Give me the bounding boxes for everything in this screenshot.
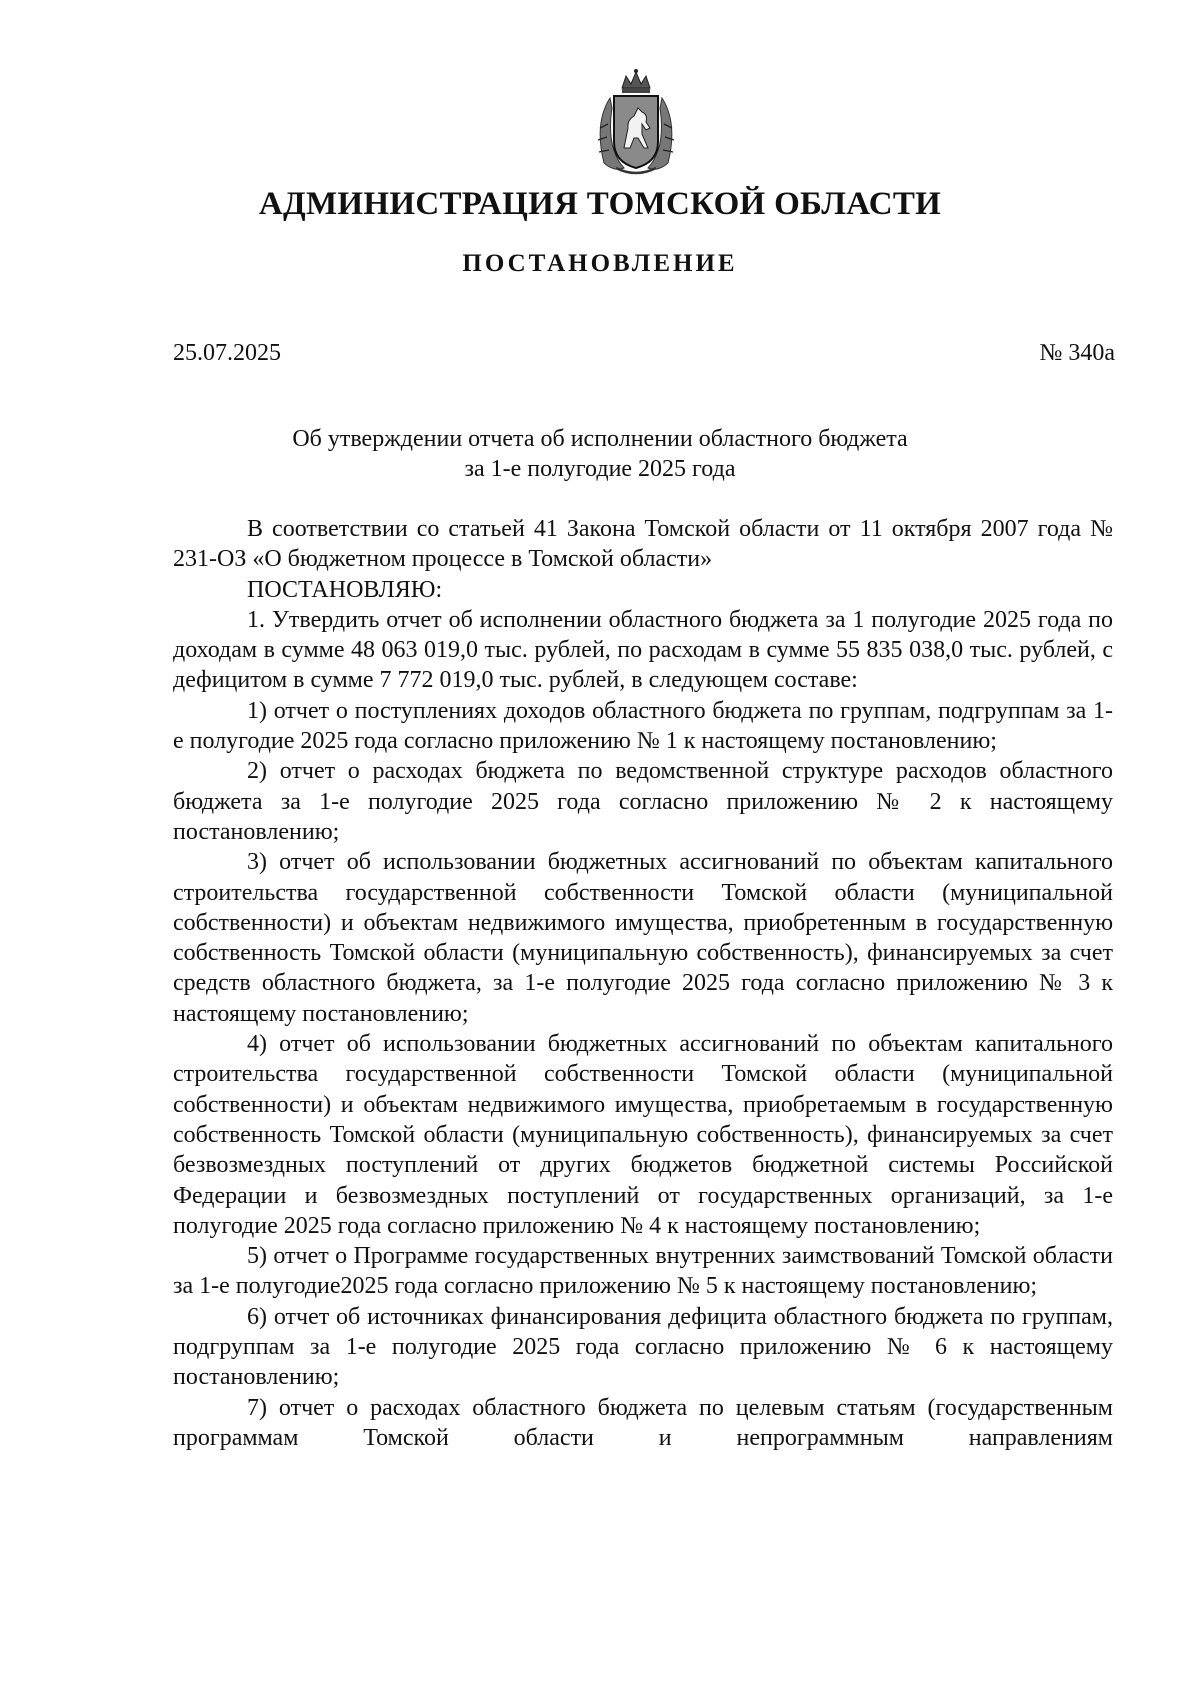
subitem-1-paragraph: 1) отчет о поступлениях доходов областного бюджета по группам, подгруппам за 1-е полугодие 2025 года согласно приложению № 1 к настоящему постановлению; <box>173 697 1113 755</box>
document-type: ПОСТАНОВЛЕНИЕ <box>462 250 738 277</box>
subject-line-1: Об утверждении отчета об исполнении областного бюджета <box>292 426 908 452</box>
subitem-2-paragraph: 2) отчет о расходах бюджета по ведомственной структуре расходов областного бюджета за 1-е полугодие 2025 года согласно приложению № 2 к настоящему постановлению; <box>173 758 1113 845</box>
decree-word: ПОСТАНОВЛЯЮ: <box>247 576 443 603</box>
organization-title: АДМИНИСТРАЦИЯ ТОМСКОЙ ОБЛАСТИ <box>258 186 942 222</box>
coat-of-arms-icon <box>580 68 692 180</box>
document-body <box>173 514 1113 1453</box>
subject-line-2: за 1-е полугодие 2025 года <box>464 456 736 482</box>
document-date: 25.07.2025 <box>173 340 281 366</box>
document-number: № 340а <box>1039 340 1115 366</box>
document-subject <box>0 424 1200 484</box>
subitem-3-paragraph: 3) отчет об использовании бюджетных ассигнований по объектам капитального строительства государственной собственности Томской области (муниципальной собственности) и объектам недвижимого имущества, приобретенным в государственную собственность Томской области (муниципальную собственность), финансируемых за счет средств областного бюджета, за 1-е полугодие 2025 года согласно приложению № 3 к настоящему постановлению; <box>173 849 1113 1027</box>
item-1-paragraph: 1. Утвердить отчет об исполнении областного бюджета за 1 полугодие 2025 года по доходам в сумме 48 063 019,0 тыс. рублей, по расходам в сумме 55 835 038,0 тыс. рублей, с дефицитом в сумме 7 772 019,0 тыс. рублей, в следующем составе: <box>173 606 1113 694</box>
subitem-5-paragraph: 5) отчет о Программе государственных внутренних заимствований Томской области за 1-е полугодие2025 года согласно приложению № 5 к настоящему постановлению; <box>173 1243 1113 1300</box>
subitem-6-paragraph: 6) отчет об источниках финансирования дефицита областного бюджета по группам, подгруппам за 1-е полугодие 2025 года согласно приложению № 6 к настоящему постановлению; <box>173 1303 1113 1391</box>
preamble-paragraph: В соответствии со статьей 41 Закона Томской области от 11 октября 2007 года № 231-ОЗ «О бюджетном процессе в Томской области» <box>173 516 1113 573</box>
subitem-7-paragraph: 7) отчет о расходах областного бюджета по целевым статьям (государственным программам Томской области и непрограммным направлениям <box>173 1394 1113 1451</box>
subitem-4-paragraph: 4) отчет об использовании бюджетных ассигнований по объектам капитального строительства государственной собственности Томской области (муниципальной собственности) и объектам недвижимого имущества, приобретаемым в государственную собственность Томской области (муниципальную собственность), финансируемых за счет безвозмездных поступлений от других бюджетов бюджетной системы Российской Федерации и безвозмездных поступлений от государственных организаций, за 1-е полугодие 2025 года согласно приложению № 4 к настоящему постановлению; <box>173 1031 1113 1239</box>
